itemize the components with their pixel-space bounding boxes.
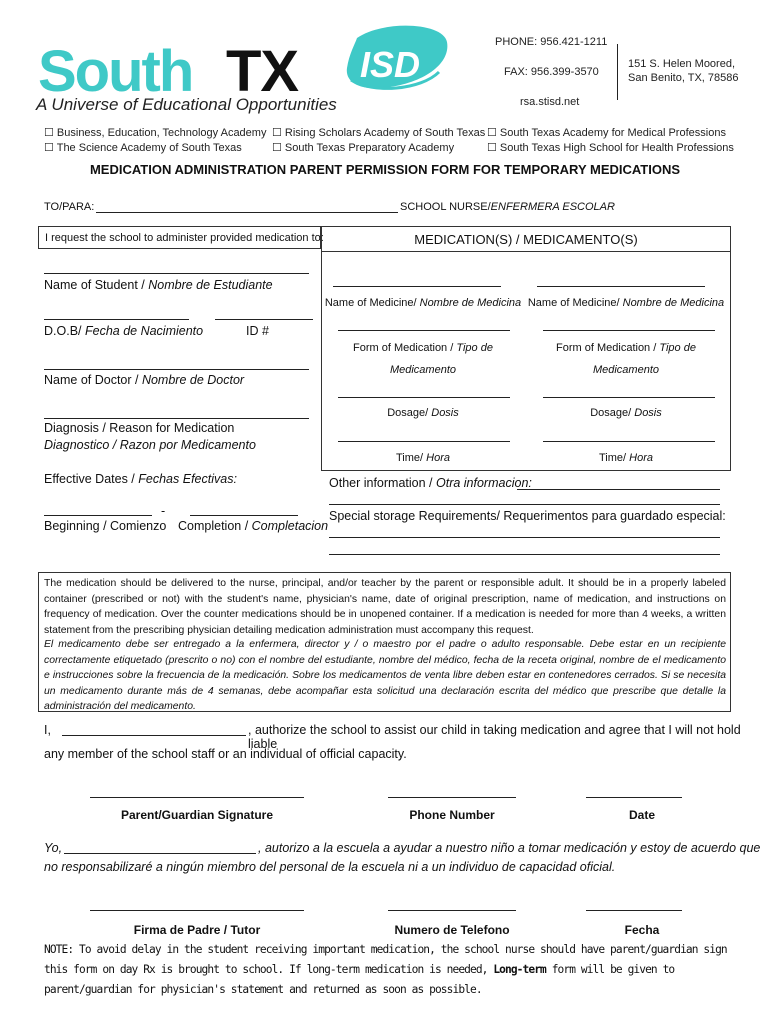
authorization-es-line2: no responsabilizaré a ningún miembro del personal de la escuela ni a un individuo de capacidad oficial. <box>44 860 616 874</box>
logo-south: South <box>38 39 193 104</box>
school-checkbox-beta[interactable]: ☐ Business, Education, Technology Academy <box>44 127 267 139</box>
beginning-date-field[interactable] <box>44 515 152 516</box>
doctor-name-es: Nombre de Doctor <box>141 373 245 387</box>
med1-time-en: Time/ <box>396 452 427 464</box>
storage-field-2[interactable] <box>329 554 720 555</box>
med1-time-field[interactable] <box>338 441 510 442</box>
tagline: A Universe of Educational Opportunities <box>36 95 337 114</box>
phone-number-label: Phone Number <box>409 808 495 822</box>
med2-name-field[interactable] <box>537 286 705 287</box>
med1-form-label <box>323 342 523 354</box>
completion-en: Completion / <box>178 519 252 533</box>
other-info-field-2[interactable] <box>329 504 720 505</box>
telefono-label: Numero de Telefono <box>394 923 510 937</box>
parent-signature-field[interactable] <box>90 797 304 798</box>
med2-time-field[interactable] <box>543 441 715 442</box>
note-bold: Long-term <box>493 963 546 976</box>
authorization-es-prefix: Yo, <box>44 841 63 855</box>
student-name-field[interactable] <box>44 273 309 274</box>
firma-field[interactable] <box>90 910 304 911</box>
logo-isd: ISD <box>360 44 421 85</box>
med2-form-en: Form of Medication / <box>556 342 660 354</box>
med2-form-es: Tipo de <box>659 342 696 354</box>
dob-label <box>44 324 203 338</box>
school-nurse-label <box>400 201 615 213</box>
med2-form-label-2: Medicamento <box>592 364 660 376</box>
school-checkbox-rising-scholars[interactable]: ☐ Rising Scholars Academy of South Texas <box>272 127 486 139</box>
med2-name-en: Name of Medicine/ <box>527 297 623 309</box>
med1-dosage-es: Dosis <box>431 407 459 419</box>
school-nurse-en: SCHOOL NURSE/ <box>400 201 491 213</box>
id-label: ID # <box>246 324 269 338</box>
dob-es: Fecha de Nacimiento <box>84 324 204 338</box>
student-name-en: Name of Student / <box>44 278 149 292</box>
med2-name-es: Nombre de Medicina <box>622 297 725 309</box>
note-part2: form will be given to parent/guardian for physician's statement and returned as soon as possible. <box>44 963 675 996</box>
authorization-en-suffix: , authorize the school to assist our child in taking medication and agree that I will not hold liable <box>248 723 741 751</box>
note <box>44 940 728 1000</box>
address-line1: 151 S. Helen Moored, <box>628 58 736 70</box>
authorization-en-line2: any member of the school staff or an individual of official capacity. <box>44 747 407 761</box>
med2-time-en: Time/ <box>599 452 630 464</box>
med1-name-es: Nombre de Medicina <box>419 297 522 309</box>
med2-form-field[interactable] <box>543 330 715 331</box>
authorization-en-prefix: I, <box>44 723 51 737</box>
med1-form-field[interactable] <box>338 330 510 331</box>
med1-form-es: Tipo de <box>456 342 493 354</box>
med2-name-label <box>526 297 726 309</box>
date-field[interactable] <box>586 797 682 798</box>
date-label: Date <box>628 808 655 822</box>
other-info-en: Other information / <box>329 476 436 490</box>
med1-form-en: Form of Medication / <box>353 342 457 354</box>
diagnosis-label-es: Diagnostico / Razon por Medicamento <box>44 438 256 452</box>
dob-en: D.O.B/ <box>44 324 85 338</box>
website: rsa.stisd.net <box>520 96 580 108</box>
student-name-es: Nombre de Estudiante <box>148 278 273 292</box>
fecha-field[interactable] <box>586 910 682 911</box>
med2-dosage-label <box>526 407 726 419</box>
form-title: MEDICATION ADMINISTRATION PARENT PERMISSION FORM FOR TEMPORARY MEDICATIONS <box>89 162 681 177</box>
phone-number-field[interactable] <box>388 797 516 798</box>
med1-name-en: Name of Medicine/ <box>324 297 420 309</box>
school-checkbox-health[interactable]: ☐ South Texas High School for Health Professions <box>487 142 734 154</box>
other-info-es: Otra informacion: <box>436 476 532 490</box>
diagnosis-label: Diagnosis / Reason for Medication <box>44 421 235 435</box>
completion-date-field[interactable] <box>190 515 298 516</box>
med2-time-es: Hora <box>629 452 653 464</box>
doctor-name-field[interactable] <box>44 369 309 370</box>
fecha-label: Fecha <box>624 923 660 937</box>
med2-dosage-es: Dosis <box>634 407 662 419</box>
authorization-es-suffix: , autorizo a la escuela a ayudar a nuestro niño a tomar medicación y estoy de acuerdo que <box>258 841 761 855</box>
firma-label: Firma de Padre / Tutor <box>133 923 261 937</box>
instructions-english: The medication should be delivered to the nurse, principal, and/or teacher by the parent or responsible adult. It should be in a properly labeled container (prescribed or not) with the student's name, physician's name, date of original prescription, name of medication, and instructions on frequency of medication. Over the counter medications should be in unopened container. If a medication is needed for more than 4 weeks, a written statement from the prescribing physician detailing medication administration must accompany this request. <box>44 578 726 636</box>
med1-name-label <box>323 297 523 309</box>
med2-form-label <box>526 342 726 354</box>
med1-time-label <box>323 452 523 464</box>
school-checkbox-science[interactable]: ☐ The Science Academy of South Texas <box>44 142 242 154</box>
med1-dosage-field[interactable] <box>338 397 510 398</box>
doctor-name-label <box>44 373 244 387</box>
med2-dosage-field[interactable] <box>543 397 715 398</box>
completion-label <box>178 519 328 533</box>
authorization-name-field[interactable] <box>62 735 246 736</box>
med1-time-es: Hora <box>426 452 450 464</box>
telefono-field[interactable] <box>388 910 516 911</box>
storage-field-1[interactable] <box>329 537 720 538</box>
storage-label: Special storage Requirements/ Requerimentos para guardado especial: <box>329 509 726 523</box>
request-text: I request the school to administer provided medication to: <box>45 232 324 244</box>
address-line2: San Benito, TX, 78586 <box>628 72 739 84</box>
effective-dates-en: Effective Dates / <box>44 472 139 486</box>
completion-es: Completacion <box>251 519 329 533</box>
med2-time-label <box>526 452 726 464</box>
beginning-label: Beginning / Comienzo <box>44 519 167 533</box>
other-info-label <box>329 476 532 490</box>
med1-dosage-label <box>323 407 523 419</box>
contact-divider <box>617 44 618 100</box>
med2-dosage-en: Dosage/ <box>590 407 635 419</box>
id-field[interactable] <box>215 319 313 320</box>
to-para-field[interactable] <box>96 212 398 213</box>
note-part1: NOTE: To avoid delay in the student receiving important medication, the school nurse should have parent/guardian sign this form on day Rx is brought to school. If long-term medication is needed, <box>44 943 727 976</box>
effective-dates-label <box>44 472 237 486</box>
med1-name-field[interactable] <box>333 286 501 287</box>
med1-form-label-2: Medicamento <box>389 364 457 376</box>
diagnosis-field[interactable] <box>44 418 309 419</box>
parent-signature-label: Parent/Guardian Signature <box>120 808 274 822</box>
school-checkbox-medical[interactable]: ☐ South Texas Academy for Medical Professions <box>487 127 726 139</box>
dob-field[interactable] <box>44 319 189 320</box>
instructions-spanish: El medicamento debe ser entregado a la enfermera, director y / o maestro por el padre o adulto responsable. Debe estar en un recipiente correctamente etiquetado (prescrito o no) con el nombre del estudiante, nombre del médico, fecha de la receta original, nombre de el medicamento e instrucciones sobre la frecuencia de la medicación. Sobre los medicamentos de venta libre deben estar en contenedores cerrados. Si se necesita un medicamento durante más de 4 semanas, debe acompañar esta solicitud una declaración escrita del médico que prescribe que detalle la administración del medicamento. <box>44 639 726 712</box>
logo-tx: TX <box>226 39 299 104</box>
date-dash: - <box>161 504 166 518</box>
medication-header-divider <box>321 251 731 252</box>
doctor-name-en: Name of Doctor / <box>44 373 142 387</box>
fax: FAX: 956.399-3570 <box>504 66 599 78</box>
phone: PHONE: 956.421-1211 <box>495 36 608 48</box>
school-nurse-es: ENFERMERA ESCOLAR <box>490 201 615 213</box>
autorizacion-nombre-field[interactable] <box>64 853 256 854</box>
to-para-label: TO/PARA: <box>44 201 95 213</box>
student-name-label <box>44 278 273 292</box>
med1-dosage-en: Dosage/ <box>387 407 432 419</box>
other-info-field[interactable] <box>517 489 720 490</box>
school-checkbox-preparatory[interactable]: ☐ South Texas Preparatory Academy <box>272 142 455 154</box>
effective-dates-es: Fechas Efectivas: <box>138 472 237 486</box>
medication-header: MEDICATION(S) / MEDICAMENTO(S) <box>414 232 638 247</box>
